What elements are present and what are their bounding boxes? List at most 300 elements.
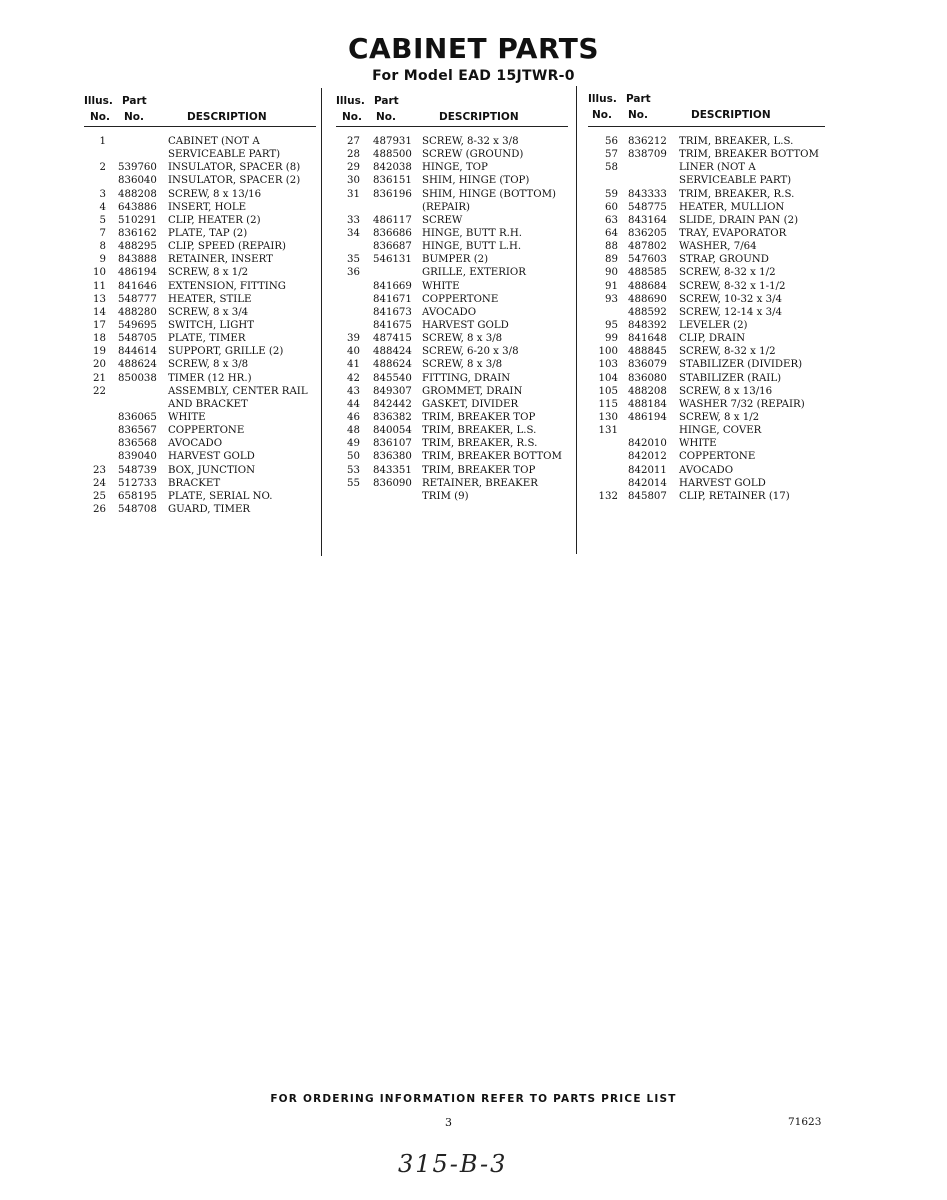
illus-no-label: No. bbox=[342, 111, 362, 123]
illus-number: 53 bbox=[347, 464, 360, 476]
illus-number: 14 bbox=[93, 306, 106, 318]
table-row bbox=[588, 148, 825, 161]
illus-number: 44 bbox=[347, 398, 360, 410]
table-row bbox=[336, 135, 568, 148]
parts-list bbox=[336, 135, 568, 503]
part-number: 836567 bbox=[118, 425, 157, 437]
column-divider bbox=[576, 86, 577, 554]
part-number: 836212 bbox=[628, 136, 667, 147]
part-description: TRIM, BREAKER BOTTOM bbox=[422, 451, 562, 463]
illus-number: 30 bbox=[347, 175, 360, 187]
table-row bbox=[84, 358, 316, 371]
part-description: (REPAIR) bbox=[422, 201, 471, 213]
table-row bbox=[588, 385, 825, 398]
part-number: 842012 bbox=[628, 451, 667, 463]
part-number: 841646 bbox=[118, 280, 157, 292]
illus-number: 103 bbox=[598, 359, 618, 371]
table-row bbox=[336, 240, 568, 253]
table-row bbox=[588, 227, 825, 240]
illus-number: 13 bbox=[93, 293, 106, 305]
table-row bbox=[336, 227, 568, 240]
part-description: GROMMET, DRAIN bbox=[422, 385, 523, 397]
table-row bbox=[588, 253, 825, 266]
table-row bbox=[84, 372, 316, 385]
part-description: SERVICEABLE PART) bbox=[168, 149, 281, 161]
part-description: SCREW, 8-32 x 1/2 bbox=[679, 346, 776, 358]
part-number: 838709 bbox=[628, 149, 667, 161]
illus-number: 41 bbox=[347, 359, 360, 371]
part-description: AVOCADO bbox=[422, 306, 477, 318]
table-row bbox=[336, 161, 568, 174]
part-description: SLIDE, DRAIN PAN (2) bbox=[679, 214, 799, 226]
part-number: 849307 bbox=[373, 385, 412, 397]
part-number: 643886 bbox=[118, 201, 157, 213]
part-description: COPPERTONE bbox=[168, 425, 245, 437]
part-description: HARVEST GOLD bbox=[168, 451, 255, 463]
part-number: 488500 bbox=[373, 149, 412, 161]
part-description: GRILLE, EXTERIOR bbox=[422, 267, 526, 279]
part-number: 488280 bbox=[118, 306, 157, 318]
table-row bbox=[588, 174, 825, 187]
illus-number: 50 bbox=[347, 451, 360, 463]
part-number: 488845 bbox=[628, 346, 667, 358]
illus-number: 58 bbox=[605, 162, 618, 174]
part-description: STABILIZER (DIVIDER) bbox=[679, 359, 803, 371]
table-row bbox=[84, 385, 316, 398]
part-number: 548739 bbox=[118, 464, 157, 476]
illus-label: Illus. bbox=[84, 95, 113, 107]
illus-number: 23 bbox=[93, 464, 106, 476]
illus-number: 33 bbox=[347, 214, 360, 226]
illus-number: 42 bbox=[347, 372, 360, 384]
part-number: 549695 bbox=[118, 319, 157, 331]
table-row bbox=[588, 372, 825, 385]
part-description: SHIM, HINGE (BOTTOM) bbox=[422, 188, 556, 200]
table-row bbox=[336, 464, 568, 477]
part-description: HINGE, TOP bbox=[422, 162, 488, 174]
illus-number: 3 bbox=[99, 188, 106, 200]
part-number: 842442 bbox=[373, 398, 412, 410]
table-row bbox=[588, 161, 825, 174]
illus-number: 99 bbox=[605, 333, 618, 345]
table-row bbox=[336, 293, 568, 306]
table-row bbox=[336, 385, 568, 398]
table-row bbox=[84, 437, 316, 450]
part-number: 486117 bbox=[373, 214, 412, 226]
document-number: 71623 bbox=[788, 1116, 822, 1128]
table-row bbox=[588, 477, 825, 490]
part-description: BOX, JUNCTION bbox=[168, 464, 256, 476]
part-number: 488295 bbox=[118, 241, 157, 253]
part-description: LEVELER (2) bbox=[679, 319, 748, 331]
part-number: 487415 bbox=[373, 333, 412, 345]
table-row bbox=[588, 306, 825, 319]
part-description: AVOCADO bbox=[168, 438, 223, 450]
part-description: CLIP, SPEED (REPAIR) bbox=[168, 241, 286, 253]
illus-number: 115 bbox=[598, 398, 618, 410]
illus-number: 29 bbox=[347, 162, 360, 174]
table-row bbox=[336, 201, 568, 214]
part-description: TRIM, BREAKER, L.S. bbox=[422, 425, 537, 437]
part-description: RETAINER, INSERT bbox=[168, 254, 273, 266]
table-row bbox=[588, 332, 825, 345]
illus-number: 64 bbox=[605, 227, 618, 239]
part-description: WHITE bbox=[679, 438, 717, 450]
table-row bbox=[84, 490, 316, 503]
part-description: SCREW, 8 x 13/16 bbox=[168, 188, 262, 200]
table-row bbox=[336, 253, 568, 266]
table-row bbox=[336, 306, 568, 319]
table-row bbox=[84, 319, 316, 332]
part-description: PLATE, TIMER bbox=[168, 333, 246, 345]
part-number: 488592 bbox=[628, 306, 667, 318]
illus-number: 7 bbox=[99, 227, 106, 239]
part-number: 836040 bbox=[118, 175, 157, 187]
part-number: 843888 bbox=[118, 254, 157, 266]
part-description: GUARD, TIMER bbox=[168, 503, 251, 515]
table-row bbox=[588, 464, 825, 477]
part-number: 488585 bbox=[628, 267, 667, 279]
part-number: 488684 bbox=[628, 280, 667, 292]
part-description: SCREW, 12-14 x 3/4 bbox=[679, 306, 783, 318]
illus-number: 130 bbox=[598, 411, 618, 423]
illus-number: 89 bbox=[605, 254, 618, 266]
part-description: SCREW, 8 x 13/16 bbox=[679, 385, 773, 397]
part-description: HEATER, MULLION bbox=[679, 201, 785, 213]
part-number: 836107 bbox=[373, 438, 412, 450]
part-description: SCREW bbox=[422, 214, 463, 226]
table-row bbox=[336, 450, 568, 463]
table-row bbox=[336, 398, 568, 411]
part-number: 512733 bbox=[118, 477, 157, 489]
part-description: SCREW, 10-32 x 3/4 bbox=[679, 293, 783, 305]
part-number: 488624 bbox=[373, 359, 412, 371]
illus-number: 11 bbox=[93, 280, 106, 292]
table-row bbox=[588, 345, 825, 358]
illus-number: 60 bbox=[605, 201, 618, 213]
parts-column-3 bbox=[588, 92, 825, 503]
part-no-label: No. bbox=[628, 109, 648, 121]
table-row bbox=[84, 161, 316, 174]
table-row bbox=[84, 332, 316, 345]
illus-label: Illus. bbox=[336, 95, 365, 107]
part-number: 548708 bbox=[118, 503, 157, 515]
illus-number: 19 bbox=[93, 346, 106, 358]
table-row bbox=[336, 490, 568, 503]
illus-number: 105 bbox=[598, 385, 618, 397]
illus-number: 18 bbox=[93, 333, 106, 345]
table-row bbox=[588, 411, 825, 424]
illus-number: 25 bbox=[93, 490, 106, 502]
part-number: 488424 bbox=[373, 346, 412, 358]
illus-number: 35 bbox=[347, 254, 360, 266]
table-row bbox=[336, 411, 568, 424]
part-number: 546131 bbox=[373, 254, 412, 266]
part-description: CLIP, RETAINER (17) bbox=[679, 490, 790, 502]
part-description: WHITE bbox=[422, 280, 460, 292]
part-description: INSULATOR, SPACER (2) bbox=[168, 175, 301, 187]
part-label: Part bbox=[374, 95, 399, 107]
part-description: BUMPER (2) bbox=[422, 254, 489, 266]
table-row bbox=[588, 490, 825, 503]
table-row bbox=[588, 358, 825, 371]
illus-number: 93 bbox=[605, 293, 618, 305]
part-number: 848392 bbox=[628, 319, 667, 331]
part-number: 486194 bbox=[118, 267, 157, 279]
part-number: 836380 bbox=[373, 451, 412, 463]
table-row bbox=[588, 319, 825, 332]
illus-number: 26 bbox=[93, 503, 106, 515]
part-description: TRIM, BREAKER, L.S. bbox=[679, 136, 794, 147]
table-row bbox=[84, 464, 316, 477]
part-description: SCREW, 8 x 3/8 bbox=[422, 359, 503, 371]
table-row bbox=[84, 345, 316, 358]
part-number: 836686 bbox=[373, 227, 412, 239]
illus-number: 4 bbox=[99, 201, 106, 213]
parts-list bbox=[588, 135, 825, 503]
illus-no-label: No. bbox=[90, 111, 110, 123]
part-number: 842010 bbox=[628, 438, 667, 450]
part-description: SCREW, 8-32 x 1/2 bbox=[679, 267, 776, 279]
table-row bbox=[84, 477, 316, 490]
description-label: DESCRIPTION bbox=[439, 111, 519, 123]
illus-number: 39 bbox=[347, 333, 360, 345]
part-description: HINGE, BUTT L.H. bbox=[422, 241, 522, 253]
part-description: CLIP, DRAIN bbox=[679, 333, 745, 345]
part-number: 836382 bbox=[373, 411, 412, 423]
page-title: CABINET PARTS bbox=[347, 32, 600, 65]
part-number: 836196 bbox=[373, 188, 412, 200]
part-label: Part bbox=[626, 93, 651, 105]
table-row bbox=[588, 240, 825, 253]
part-number: 487802 bbox=[628, 241, 667, 253]
illus-number: 28 bbox=[347, 149, 360, 161]
part-description: CLIP, HEATER (2) bbox=[168, 214, 261, 226]
parts-column-1 bbox=[84, 92, 316, 516]
part-number: 844614 bbox=[118, 346, 157, 358]
part-number: 547603 bbox=[628, 254, 667, 266]
illus-number: 10 bbox=[93, 267, 106, 279]
part-description: GASKET, DIVIDER bbox=[422, 398, 519, 410]
part-description: AVOCADO bbox=[679, 464, 734, 476]
part-number: 836205 bbox=[628, 227, 667, 239]
table-row bbox=[336, 319, 568, 332]
table-row bbox=[336, 332, 568, 345]
table-row bbox=[84, 240, 316, 253]
column-header bbox=[588, 92, 825, 127]
table-row bbox=[588, 201, 825, 214]
part-description: ASSEMBLY, CENTER RAIL bbox=[168, 385, 308, 397]
part-description: PLATE, TAP (2) bbox=[168, 227, 248, 239]
illus-number: 132 bbox=[598, 490, 618, 502]
table-row bbox=[336, 358, 568, 371]
part-number: 548775 bbox=[628, 201, 667, 213]
part-description: HARVEST GOLD bbox=[679, 477, 766, 489]
parts-list bbox=[84, 135, 316, 516]
table-row bbox=[84, 214, 316, 227]
part-number: 488624 bbox=[118, 359, 157, 371]
illus-number: 9 bbox=[99, 254, 106, 266]
illus-number: 21 bbox=[93, 372, 106, 384]
illus-number: 5 bbox=[99, 214, 106, 226]
part-number: 842038 bbox=[373, 162, 412, 174]
part-description: EXTENSION, FITTING bbox=[168, 280, 286, 292]
column-header bbox=[84, 92, 316, 127]
part-number: 841671 bbox=[373, 293, 412, 305]
part-number: 840054 bbox=[373, 425, 412, 437]
part-no-label: No. bbox=[124, 111, 144, 123]
part-number: 510291 bbox=[118, 214, 157, 226]
table-row bbox=[84, 266, 316, 279]
table-row bbox=[84, 174, 316, 187]
part-number: 658195 bbox=[118, 490, 157, 502]
part-description: SWITCH, LIGHT bbox=[168, 319, 255, 331]
part-description: SCREW, 6-20 x 3/8 bbox=[422, 346, 519, 358]
table-row bbox=[84, 424, 316, 437]
part-description: FITTING, DRAIN bbox=[422, 372, 511, 384]
table-row bbox=[84, 450, 316, 463]
part-description: RETAINER, BREAKER bbox=[422, 477, 538, 489]
part-number: 487931 bbox=[373, 136, 412, 147]
illus-number: 31 bbox=[347, 188, 360, 200]
illus-number: 59 bbox=[605, 188, 618, 200]
table-row bbox=[588, 280, 825, 293]
part-number: 841669 bbox=[373, 280, 412, 292]
table-row bbox=[336, 477, 568, 490]
part-label: Part bbox=[122, 95, 147, 107]
table-row bbox=[336, 266, 568, 279]
illus-number: 49 bbox=[347, 438, 360, 450]
part-description: SCREW (GROUND) bbox=[422, 149, 524, 161]
table-row bbox=[84, 188, 316, 201]
part-description: TRIM, BREAKER, R.S. bbox=[422, 438, 538, 450]
table-row bbox=[84, 411, 316, 424]
illus-number: 48 bbox=[347, 425, 360, 437]
table-row bbox=[588, 424, 825, 437]
part-description: SCREW, 8 x 3/4 bbox=[168, 306, 249, 318]
illus-number: 63 bbox=[605, 214, 618, 226]
part-number: 486194 bbox=[628, 411, 667, 423]
table-row bbox=[84, 503, 316, 516]
part-description: LINER (NOT A bbox=[679, 162, 756, 174]
part-description: TIMER (12 HR.) bbox=[168, 372, 252, 384]
table-row bbox=[588, 135, 825, 148]
part-number: 836090 bbox=[373, 477, 412, 489]
part-number: 836151 bbox=[373, 175, 412, 187]
column-header bbox=[336, 92, 568, 127]
part-description: TRIM, BREAKER TOP bbox=[422, 411, 536, 423]
illus-number: 22 bbox=[93, 385, 106, 397]
illus-number: 1 bbox=[99, 136, 106, 147]
part-number: 539760 bbox=[118, 162, 157, 174]
illus-number: 90 bbox=[605, 267, 618, 279]
part-description: SCREW, 8 x 3/8 bbox=[422, 333, 503, 345]
table-row bbox=[336, 372, 568, 385]
column-divider bbox=[321, 88, 322, 556]
table-row bbox=[336, 424, 568, 437]
table-row bbox=[588, 266, 825, 279]
part-description: INSULATOR, SPACER (8) bbox=[168, 162, 301, 174]
part-number: 836080 bbox=[628, 372, 667, 384]
illus-number: 95 bbox=[605, 319, 618, 331]
illus-number: 104 bbox=[598, 372, 618, 384]
part-number: 488184 bbox=[628, 398, 667, 410]
table-row bbox=[84, 306, 316, 319]
part-description: HINGE, BUTT R.H. bbox=[422, 227, 522, 239]
part-number: 842014 bbox=[628, 477, 667, 489]
table-row bbox=[588, 437, 825, 450]
table-row bbox=[588, 188, 825, 201]
part-number: 841648 bbox=[628, 333, 667, 345]
illus-number: 55 bbox=[347, 477, 360, 489]
illus-number: 8 bbox=[99, 241, 106, 253]
handwritten-note: 315-B-3 bbox=[398, 1150, 508, 1178]
part-description: CABINET (NOT A bbox=[168, 136, 260, 147]
illus-number: 36 bbox=[347, 267, 360, 279]
part-description: SCREW, 8 x 3/8 bbox=[168, 359, 249, 371]
parts-column-2 bbox=[336, 92, 568, 503]
part-number: 836162 bbox=[118, 227, 157, 239]
illus-number: 24 bbox=[93, 477, 106, 489]
part-number: 548777 bbox=[118, 293, 157, 305]
part-description: TRAY, EVAPORATOR bbox=[679, 227, 787, 239]
illus-number: 57 bbox=[605, 149, 618, 161]
table-row bbox=[84, 201, 316, 214]
part-description: BRACKET bbox=[168, 477, 221, 489]
part-no-label: No. bbox=[376, 111, 396, 123]
part-description: SCREW, 8-32 x 3/8 bbox=[422, 136, 519, 147]
part-description: AND BRACKET bbox=[168, 398, 248, 410]
part-description: WHITE bbox=[168, 411, 206, 423]
part-description: WASHER 7/32 (REPAIR) bbox=[679, 398, 805, 410]
part-number: 843333 bbox=[628, 188, 667, 200]
illus-number: 2 bbox=[99, 162, 106, 174]
table-row bbox=[336, 188, 568, 201]
table-row bbox=[336, 437, 568, 450]
part-description: COPPERTONE bbox=[422, 293, 499, 305]
part-description: PLATE, SERIAL NO. bbox=[168, 490, 273, 502]
description-label: DESCRIPTION bbox=[187, 111, 267, 123]
part-number: 841675 bbox=[373, 319, 412, 331]
part-description: COPPERTONE bbox=[679, 451, 756, 463]
illus-number: 46 bbox=[347, 411, 360, 423]
part-description: TRIM (9) bbox=[422, 490, 469, 502]
table-row bbox=[336, 214, 568, 227]
part-number: 836687 bbox=[373, 241, 412, 253]
illus-number: 17 bbox=[93, 319, 106, 331]
part-number: 842011 bbox=[628, 464, 667, 476]
illus-number: 91 bbox=[605, 280, 618, 292]
illus-number: 27 bbox=[347, 136, 360, 147]
part-number: 850038 bbox=[118, 372, 157, 384]
part-description: HINGE, COVER bbox=[679, 425, 762, 437]
table-row bbox=[84, 135, 316, 148]
part-description: HEATER, STILE bbox=[168, 293, 252, 305]
part-number: 836568 bbox=[118, 438, 157, 450]
table-row bbox=[588, 293, 825, 306]
illus-number: 20 bbox=[93, 359, 106, 371]
table-row bbox=[588, 450, 825, 463]
part-description: TRIM, BREAKER BOTTOM bbox=[679, 149, 819, 161]
part-number: 845540 bbox=[373, 372, 412, 384]
part-number: 845807 bbox=[628, 490, 667, 502]
illus-number: 43 bbox=[347, 385, 360, 397]
illus-number: 88 bbox=[605, 241, 618, 253]
part-description: WASHER, 7/64 bbox=[679, 241, 757, 253]
part-number: 839040 bbox=[118, 451, 157, 463]
table-row bbox=[84, 148, 316, 161]
part-number: 488690 bbox=[628, 293, 667, 305]
